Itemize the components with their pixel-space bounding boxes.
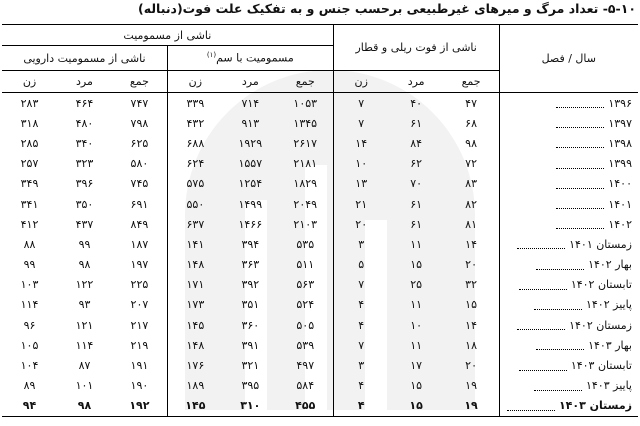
rail-cell: ۶۸: [444, 113, 499, 133]
table-row: [2, 295, 638, 315]
poison-cell: ۳۳۹: [186, 96, 205, 110]
drug-cell: ۹۸: [78, 258, 91, 272]
row-label: تابستان ۱۴۰۳: [499, 355, 638, 375]
rail-cell: ۱۵: [444, 295, 499, 315]
table-row: [2, 355, 638, 375]
row-label: پاییز ۱۴۰۲: [499, 295, 638, 315]
poison-cell: ۱۷۱: [186, 278, 205, 292]
drug-cell: ۸۸: [23, 237, 36, 251]
poison-cell: ۳۱۰: [223, 396, 278, 417]
drug-cell: ۶۲۵: [112, 133, 167, 153]
drug-cell: ۵۸۰: [112, 154, 167, 174]
col-female: زن: [167, 71, 222, 93]
rail-cell: ۴۷: [444, 93, 499, 114]
drug-cell: ۹۹: [23, 258, 36, 272]
table-row: [2, 335, 638, 355]
drug-cell: ۲۲۵: [112, 275, 167, 295]
rail-cell: ۷: [358, 96, 365, 110]
rail-cell: ۴۰: [410, 96, 423, 110]
rail-cell: ۱۹: [444, 376, 499, 396]
rail-cell: ۵: [358, 258, 365, 272]
drug-cell: ۸۴۹: [112, 214, 167, 234]
drug-cell: ۲۱۹: [112, 335, 167, 355]
rail-cell: ۱۱: [410, 237, 423, 251]
rail-cell: ۷: [358, 278, 365, 292]
poison-cell: ۵۰۵: [278, 315, 333, 335]
poison-cell: ۲۱۸۱: [278, 154, 333, 174]
rail-cell: ۱۴: [355, 136, 368, 150]
poison-cell: ۴۹۷: [278, 355, 333, 375]
row-label: ۱۴۰۲: [499, 214, 638, 234]
row-label: ۱۳۹۷: [499, 113, 638, 133]
drug-cell: ۱۱۴: [75, 338, 94, 352]
header-poison-sub: مسمومیت با سم$^{(۱)}$: [167, 46, 333, 71]
poison-cell: ۴۳۲: [186, 116, 205, 130]
poison-cell: ۱۰۵۳: [278, 93, 333, 114]
rail-cell: ۷۲: [444, 154, 499, 174]
rail-cell: ۱۸: [444, 335, 499, 355]
data-table: [2, 24, 638, 417]
table-row: [2, 93, 638, 114]
rail-cell: ۱۰: [410, 318, 423, 332]
drug-cell: ۶۹۱: [112, 194, 167, 214]
rail-cell: ۴: [358, 298, 365, 312]
drug-cell: ۱۹۷: [112, 255, 167, 275]
drug-cell: ۲۸۳: [20, 96, 39, 110]
poison-cell: ۱۴۶۶: [238, 217, 263, 231]
poison-cell: ۳۹۵: [241, 379, 260, 393]
poison-cell: ۱۳۴۵: [278, 113, 333, 133]
rail-cell: ۱۱: [410, 338, 423, 352]
drug-cell: ۷۹۸: [112, 113, 167, 133]
rail-cell: ۷: [358, 338, 365, 352]
drug-cell: ۱۲۱: [75, 318, 94, 332]
poison-cell: ۹۱۳: [241, 116, 260, 130]
rail-cell: ۶۱: [410, 197, 423, 211]
drug-cell: ۸۹: [23, 379, 36, 393]
rail-cell: ۳: [358, 237, 365, 251]
poison-cell: ۱۲۵۴: [238, 177, 263, 191]
table-row: [2, 154, 638, 174]
drug-cell: ۳۴۰: [75, 136, 94, 150]
poison-cell: ۵۵۰: [186, 197, 205, 211]
col-female: زن: [333, 71, 388, 93]
rail-cell: ۲۱: [355, 197, 368, 211]
rail-cell: ۱۴: [444, 234, 499, 254]
drug-cell: ۲۵۷: [20, 157, 39, 171]
rail-cell: ۶۱: [410, 116, 423, 130]
poison-cell: ۵۸۴: [278, 376, 333, 396]
drug-cell: ۷۴۷: [112, 93, 167, 114]
row-label: زمستان ۱۴۰۲: [499, 315, 638, 335]
rail-cell: ۱۴: [444, 315, 499, 335]
poison-cell: ۵۲۴: [278, 295, 333, 315]
rail-cell: ۱۵: [410, 379, 423, 393]
poison-cell: ۲۶۱۷: [278, 133, 333, 153]
rail-cell: ۲۰: [355, 217, 368, 231]
page-title: ۵-۱۰- تعداد مرگ و میرهای غیرطبیعی برحسب جنس و به تفکیک علت فوت(دنباله): [138, 1, 636, 16]
poison-cell: ۲۰۴۹: [278, 194, 333, 214]
row-label: بهار ۱۴۰۳: [499, 335, 638, 355]
drug-cell: ۱۰۴: [20, 359, 39, 373]
row-label: ۱۳۹۶: [499, 93, 638, 114]
rail-cell: ۱۹: [444, 396, 499, 417]
drug-cell: ۸۷: [78, 359, 91, 373]
poison-cell: ۱۴۵: [186, 318, 205, 332]
drug-cell: ۳۲۳: [75, 157, 94, 171]
poison-cell: ۶۲۴: [186, 157, 205, 171]
rail-cell: ۸۳: [444, 174, 499, 194]
poison-cell: ۱۴۵: [167, 396, 222, 417]
drug-cell: ۱۸۷: [112, 234, 167, 254]
drug-cell: ۴۶۴: [75, 96, 94, 110]
poison-cell: ۱۴۱: [186, 237, 205, 251]
rail-cell: ۶۲: [410, 157, 423, 171]
drug-cell: ۳۹۶: [75, 177, 94, 191]
poison-cell: ۳۶۳: [241, 258, 260, 272]
drug-cell: ۲۸۵: [20, 136, 39, 150]
col-male: مرد: [57, 71, 112, 93]
row-label: ۱۴۰۱: [499, 194, 638, 214]
rail-cell: ۴: [333, 396, 388, 417]
col-female: زن: [2, 71, 57, 93]
col-total: جمع: [278, 71, 333, 93]
rail-cell: ۸۲: [444, 194, 499, 214]
drug-cell: ۷۴۵: [112, 174, 167, 194]
table-row: [2, 275, 638, 295]
poison-cell: ۱۵۵۷: [238, 157, 263, 171]
poison-cell: ۱۷۳: [186, 298, 205, 312]
rail-cell: ۱۵: [389, 396, 444, 417]
table-row: [2, 396, 638, 417]
drug-cell: ۱۹۰: [112, 376, 167, 396]
drug-cell: ۱۹۱: [112, 355, 167, 375]
drug-cell: ۹۹: [78, 237, 91, 251]
row-label: ۱۳۹۹: [499, 154, 638, 174]
poison-cell: ۳۶۰: [241, 318, 260, 332]
rail-cell: ۸۴: [410, 136, 423, 150]
row-label: زمستان ۱۴۰۳: [499, 396, 638, 417]
drug-cell: ۹۳: [78, 298, 91, 312]
drug-cell: ۱۱۴: [20, 298, 39, 312]
row-label: بهار ۱۴۰۲: [499, 255, 638, 275]
poison-cell: ۴۵۵: [278, 396, 333, 417]
drug-cell: ۴۱۲: [20, 217, 39, 231]
poison-cell: ۱۴۸: [186, 338, 205, 352]
drug-cell: ۹۴: [2, 396, 57, 417]
rail-cell: ۳: [358, 359, 365, 373]
table-row: [2, 113, 638, 133]
rail-cell: ۲۰: [444, 355, 499, 375]
rail-cell: ۲۵: [410, 278, 423, 292]
header-rail: ناشی از فوت ریلی و قطار: [333, 25, 499, 71]
drug-cell: ۳۴۱: [20, 197, 39, 211]
col-male: مرد: [223, 71, 278, 93]
rail-cell: ۷: [358, 116, 365, 130]
drug-cell: ۱۲۲: [75, 278, 94, 292]
rail-cell: ۱۷: [410, 359, 423, 373]
table-row: [2, 174, 638, 194]
rail-cell: ۲۰: [444, 255, 499, 275]
col-total: جمع: [444, 71, 499, 93]
row-label: زمستان ۱۴۰۱: [499, 234, 638, 254]
drug-cell: ۲۰۷: [112, 295, 167, 315]
rail-cell: ۴: [358, 379, 365, 393]
header-poison: ناشی از مسمومیت: [2, 25, 333, 46]
poison-cell: ۳۹۴: [241, 237, 260, 251]
poison-cell: ۳۹۱: [241, 338, 260, 352]
row-label: ۱۳۹۸: [499, 133, 638, 153]
table-row: [2, 234, 638, 254]
poison-cell: ۱۷۶: [186, 359, 205, 373]
drug-cell: ۴۸۰: [75, 116, 94, 130]
rail-cell: ۱۵: [410, 258, 423, 272]
table-row: [2, 194, 638, 214]
table-row: [2, 255, 638, 275]
rail-cell: ۱۳: [355, 177, 368, 191]
poison-cell: ۱۴۹۹: [238, 197, 263, 211]
poison-cell: ۱۸۲۹: [278, 174, 333, 194]
col-male: مرد: [389, 71, 444, 93]
poison-cell: ۳۹۲: [241, 278, 260, 292]
poison-cell: ۳۵۱: [241, 298, 260, 312]
poison-cell: ۳۲۱: [241, 359, 260, 373]
row-label: پاییز ۱۴۰۳: [499, 376, 638, 396]
poison-cell: ۵۷۵: [186, 177, 205, 191]
drug-cell: ۹۶: [23, 318, 36, 332]
poison-cell: ۶۸۸: [186, 136, 205, 150]
poison-cell: ۶۳۷: [186, 217, 205, 231]
drug-cell: ۱۰۳: [20, 278, 39, 292]
row-label: تابستان ۱۴۰۲: [499, 275, 638, 295]
drug-cell: ۳۴۹: [20, 177, 39, 191]
rail-cell: ۹۸: [444, 133, 499, 153]
rail-cell: ۶۱: [410, 217, 423, 231]
rail-cell: ۱۱: [410, 298, 423, 312]
drug-cell: ۳۵۰: [75, 197, 94, 211]
table-row: [2, 214, 638, 234]
drug-cell: ۱۹۲: [112, 396, 167, 417]
poison-cell: ۱۴۸: [186, 258, 205, 272]
rail-cell: ۷۰: [410, 177, 423, 191]
poison-cell: ۱۸۹: [186, 379, 205, 393]
table-row: [2, 315, 638, 335]
table-row: [2, 376, 638, 396]
drug-cell: ۹۸: [57, 396, 112, 417]
rail-cell: ۱۰: [355, 157, 368, 171]
poison-cell: ۵۱۱: [278, 255, 333, 275]
poison-cell: ۷۱۴: [241, 96, 260, 110]
poison-cell: ۱۹۲۹: [238, 136, 263, 150]
poison-cell: ۲۱۰۳: [278, 214, 333, 234]
col-total: جمع: [112, 71, 167, 93]
poison-cell: ۵۳۹: [278, 335, 333, 355]
poison-cell: ۵۶۳: [278, 275, 333, 295]
header-drug: ناشی از مسمومیت دارویی: [2, 46, 167, 71]
rail-cell: ۸۱: [444, 214, 499, 234]
table-row: [2, 133, 638, 153]
drug-cell: ۱۰۵: [20, 338, 39, 352]
poison-cell: ۵۳۵: [278, 234, 333, 254]
rail-cell: ۳۲: [444, 275, 499, 295]
drug-cell: ۱۰۱: [75, 379, 94, 393]
drug-cell: ۳۱۸: [20, 116, 39, 130]
row-label: ۱۴۰۰: [499, 174, 638, 194]
header-period: سال / فصل: [499, 25, 638, 93]
rail-cell: ۴: [358, 318, 365, 332]
drug-cell: ۴۳۷: [75, 217, 94, 231]
drug-cell: ۲۱۷: [112, 315, 167, 335]
